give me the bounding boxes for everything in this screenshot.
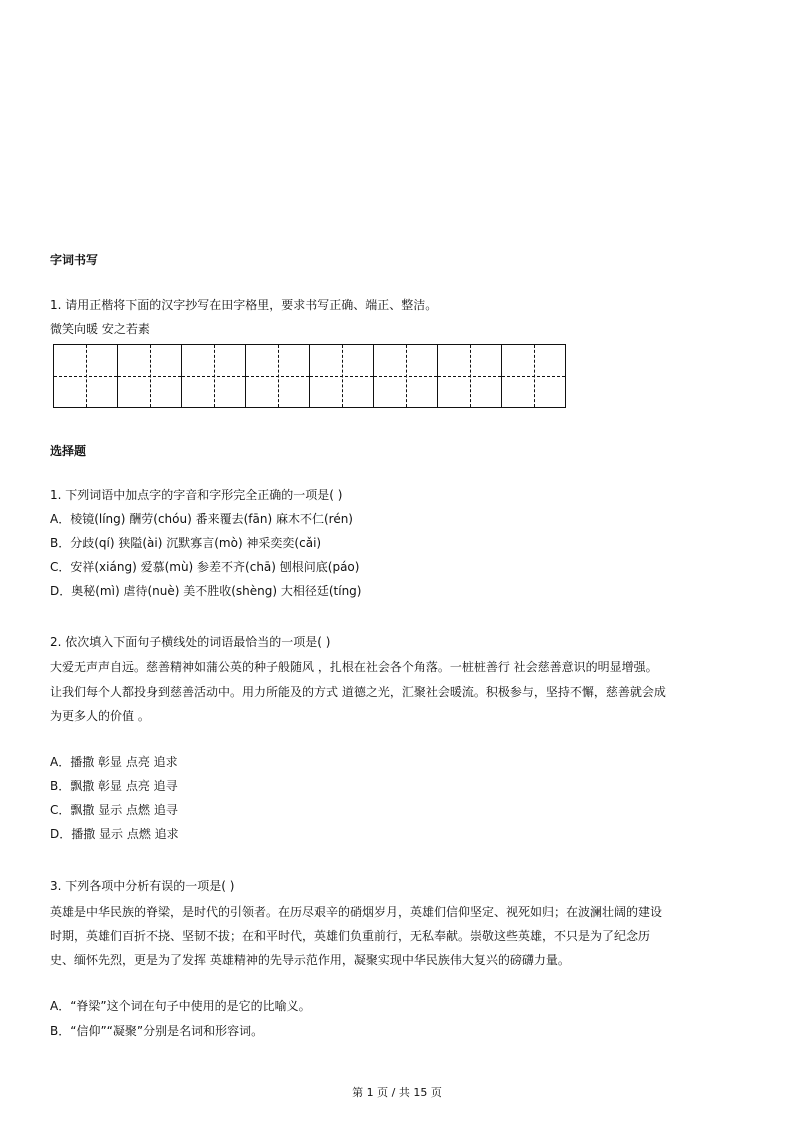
tianzige-cell[interactable] — [502, 344, 566, 408]
question-1-option-a[interactable]: A．棱镜(líng) 酬劳(chóu) 番来覆去(fān) 麻木不仁(rén) — [50, 512, 353, 526]
question-2-option-c[interactable]: C．飘撒 显示 点燃 追寻 — [50, 803, 178, 817]
question-3-passage-line: 英雄是中华民族的脊梁，是时代的引领者。在历尽艰辛的硝烟岁月，英雄们信仰坚定、视死如归；在波澜壮阔的建设 — [50, 905, 663, 919]
writing-question-stem: 1. 请用正楷将下面的汉字抄写在田字格里，要求书写正确、端正、整洁。 — [50, 298, 438, 312]
question-1-stem: 1. 下列词语中加点字的字音和字形完全正确的一项是( ) — [50, 488, 343, 502]
question-2-option-d[interactable]: D．播撒 显示 点燃 追求 — [50, 827, 179, 841]
section-heading-word-writing: 字词书写 — [50, 253, 99, 267]
tianzige-cell[interactable] — [182, 344, 246, 408]
question-2-option-a[interactable]: A．播撒 彰显 点亮 追求 — [50, 755, 178, 769]
tianzige-cell[interactable] — [246, 344, 310, 408]
question-3-option-a[interactable]: A．“脊梁”这个词在句子中使用的是它的比喻义。 — [50, 999, 311, 1013]
question-1-option-d[interactable]: D．奥秘(mì) 虐待(nuè) 美不胜收(shèng) 大相径廷(tíng) — [50, 584, 362, 598]
tianzige-cell[interactable] — [438, 344, 502, 408]
question-3-passage-line: 时期，英雄们百折不挠、坚韧不拔；在和平时代，英雄们负重前行，无私奉献。崇敬这些英雄，不只是为了纪念历 — [50, 929, 651, 943]
question-2-stem: 2. 依次填入下面句子横线处的词语最恰当的一项是( ) — [50, 635, 331, 649]
tianzige-cell[interactable] — [54, 344, 118, 408]
tianzige-cell[interactable] — [374, 344, 438, 408]
section-heading-choice: 选择题 — [50, 444, 87, 458]
question-2-passage-line: 让我们每个人都投身到慈善活动中。用力所能及的方式 道德之光，汇聚社会暖流。积极参与，坚持不懈，慈善就会成 — [50, 685, 666, 699]
question-2-option-b[interactable]: B．飘撒 彰显 点亮 追寻 — [50, 779, 178, 793]
question-3-passage-line: 史、缅怀先烈，更是为了发挥 英雄精神的先导示范作用，凝聚实现中华民族伟大复兴的磅礴力量。 — [50, 953, 570, 967]
question-2-passage-line: 大爱无声声自远。慈善精神如蒲公英的种子般随风 ，扎根在社会各个角落。一桩桩善行 社会慈善意识的明显增强。 — [50, 660, 658, 674]
question-3-stem: 3. 下列各项中分析有误的一项是( ) — [50, 879, 235, 893]
page-footer: 第 1 页 / 共 15 页 — [352, 1086, 442, 1099]
tianzige-grid — [53, 344, 566, 408]
tianzige-cell[interactable] — [118, 344, 182, 408]
tianzige-cell[interactable] — [310, 344, 374, 408]
question-1-option-c[interactable]: C．安祥(xiáng) 爱慕(mù) 参差不齐(chā) 刨根问底(páo) — [50, 560, 360, 574]
writing-words: 微笑向暖 安之若素 — [50, 322, 150, 336]
question-1-option-b[interactable]: B．分歧(qí) 狭隘(ài) 沉默寡言(mò) 神采奕奕(cǎi) — [50, 536, 322, 550]
question-3-option-b[interactable]: B．“信仰”“凝聚”分别是名词和形容词。 — [50, 1024, 264, 1038]
question-2-passage-line: 为更多人的价值 。 — [50, 709, 150, 723]
